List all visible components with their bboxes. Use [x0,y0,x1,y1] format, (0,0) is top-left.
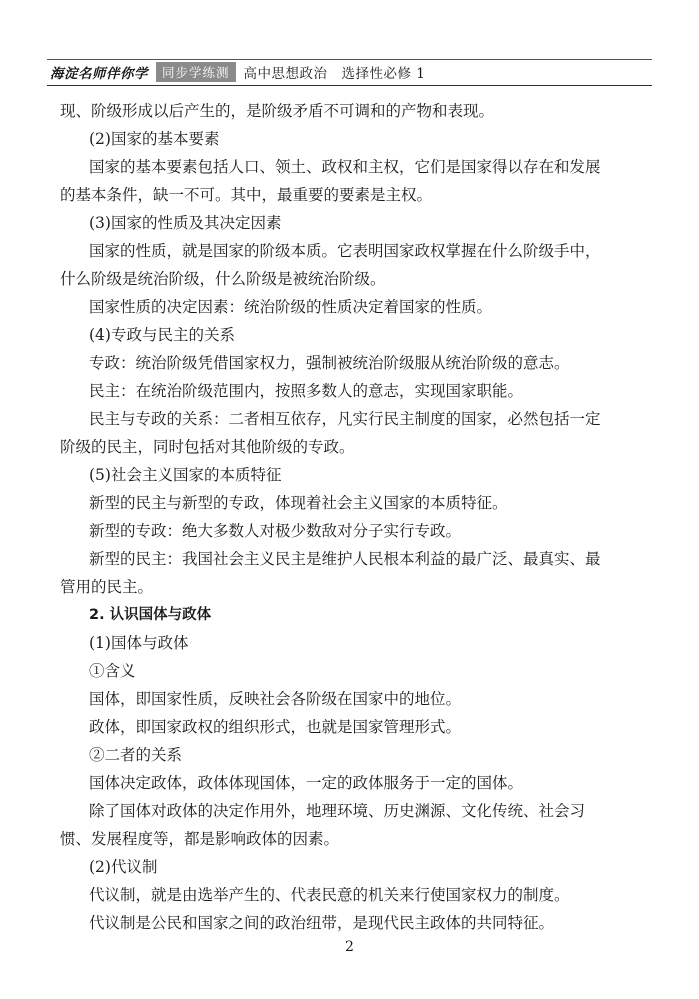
subheading: ②二者的关系 [89,746,183,764]
header-bottom-rule [47,85,652,86]
header-text [50,61,425,83]
subheading: (2)代议制 [89,858,158,876]
text-line: 国家性质的决定因素：统治阶级的性质决定着国家的性质。 [89,298,493,316]
book-title: 高中思想政治 选择性必修 1 [243,66,426,82]
text-line: 国体，即国家性质，反映社会各阶级在国家中的地位。 [89,690,462,708]
section-heading: 2. 认识国体与政体 [89,607,212,623]
text-line: 民主：在统治阶级范围内，按照多数人的意志，实现国家职能。 [89,382,524,400]
text-line: 新型的专政：绝大多数人对极少数敌对分子实行专政。 [89,522,462,540]
text-line: 阶级的民主，同时包括对其他阶级的专政。 [60,438,355,456]
text-line: 什么阶级是统治阶级，什么阶级是被统治阶级。 [60,270,386,288]
text-line: 国家的性质，就是国家的阶级本质。它表明国家政权掌握在什么阶级手中， [89,242,601,260]
text-line: 现、阶级形成以后产生的，是阶级矛盾不可调和的产物和表现。 [60,102,495,120]
text-line: 专政：统治阶级凭借国家权力，强制被统治阶级服从统治阶级的意志。 [89,354,570,372]
series-title: 海淀名师伴你学 [50,66,148,82]
subheading: (4)专政与民主的关系 [89,326,235,344]
subheading: (1)国体与政体 [89,634,189,652]
text-line: 新型的民主与新型的专政，体现着社会主义国家的本质特征。 [89,494,508,512]
text-line: 管用的民主。 [60,578,154,596]
page-number: 2 [345,939,354,955]
subheading: (3)国家的性质及其决定因素 [89,214,282,232]
text-line: 代议制是公民和国家之间的政治纽带，是现代民主政体的共同特征。 [89,914,555,932]
text-line: 除了国体对政体的决定作用外，地理环境、历史渊源、文化传统、社会习 [89,802,586,820]
text-line: 国家的基本要素包括人口、领土、政权和主权，它们是国家得以存在和发展 [89,158,601,176]
text-line: 的基本条件，缺一不可。其中，最重要的要素是主权。 [60,186,433,204]
subheading: (5)社会主义国家的本质特征 [89,466,282,484]
header-top-rule [47,59,652,60]
text-line: 新型的民主：我国社会主义民主是维护人民根本利益的最广泛、最真实、最 [89,550,601,568]
page-header [0,0,699,94]
text-line: 国体决定政体，政体体现国体，一定的政体服务于一定的国体。 [89,774,524,792]
text-line: 代议制，就是由选举产生的、代表民意的机关来行使国家权力的制度。 [89,886,570,904]
series-badge: 同步学练测 [156,62,236,82]
subheading: ①含义 [89,662,136,680]
text-line: 惯、发展程度等，都是影响政体的因素。 [60,830,340,848]
subheading: (2)国家的基本要素 [89,130,220,148]
text-line: 政体，即国家政权的组织形式，也就是国家管理形式。 [89,718,462,736]
text-line: 民主与专政的关系：二者相互依存，凡实行民主制度的国家，必然包括一定 [89,410,601,428]
